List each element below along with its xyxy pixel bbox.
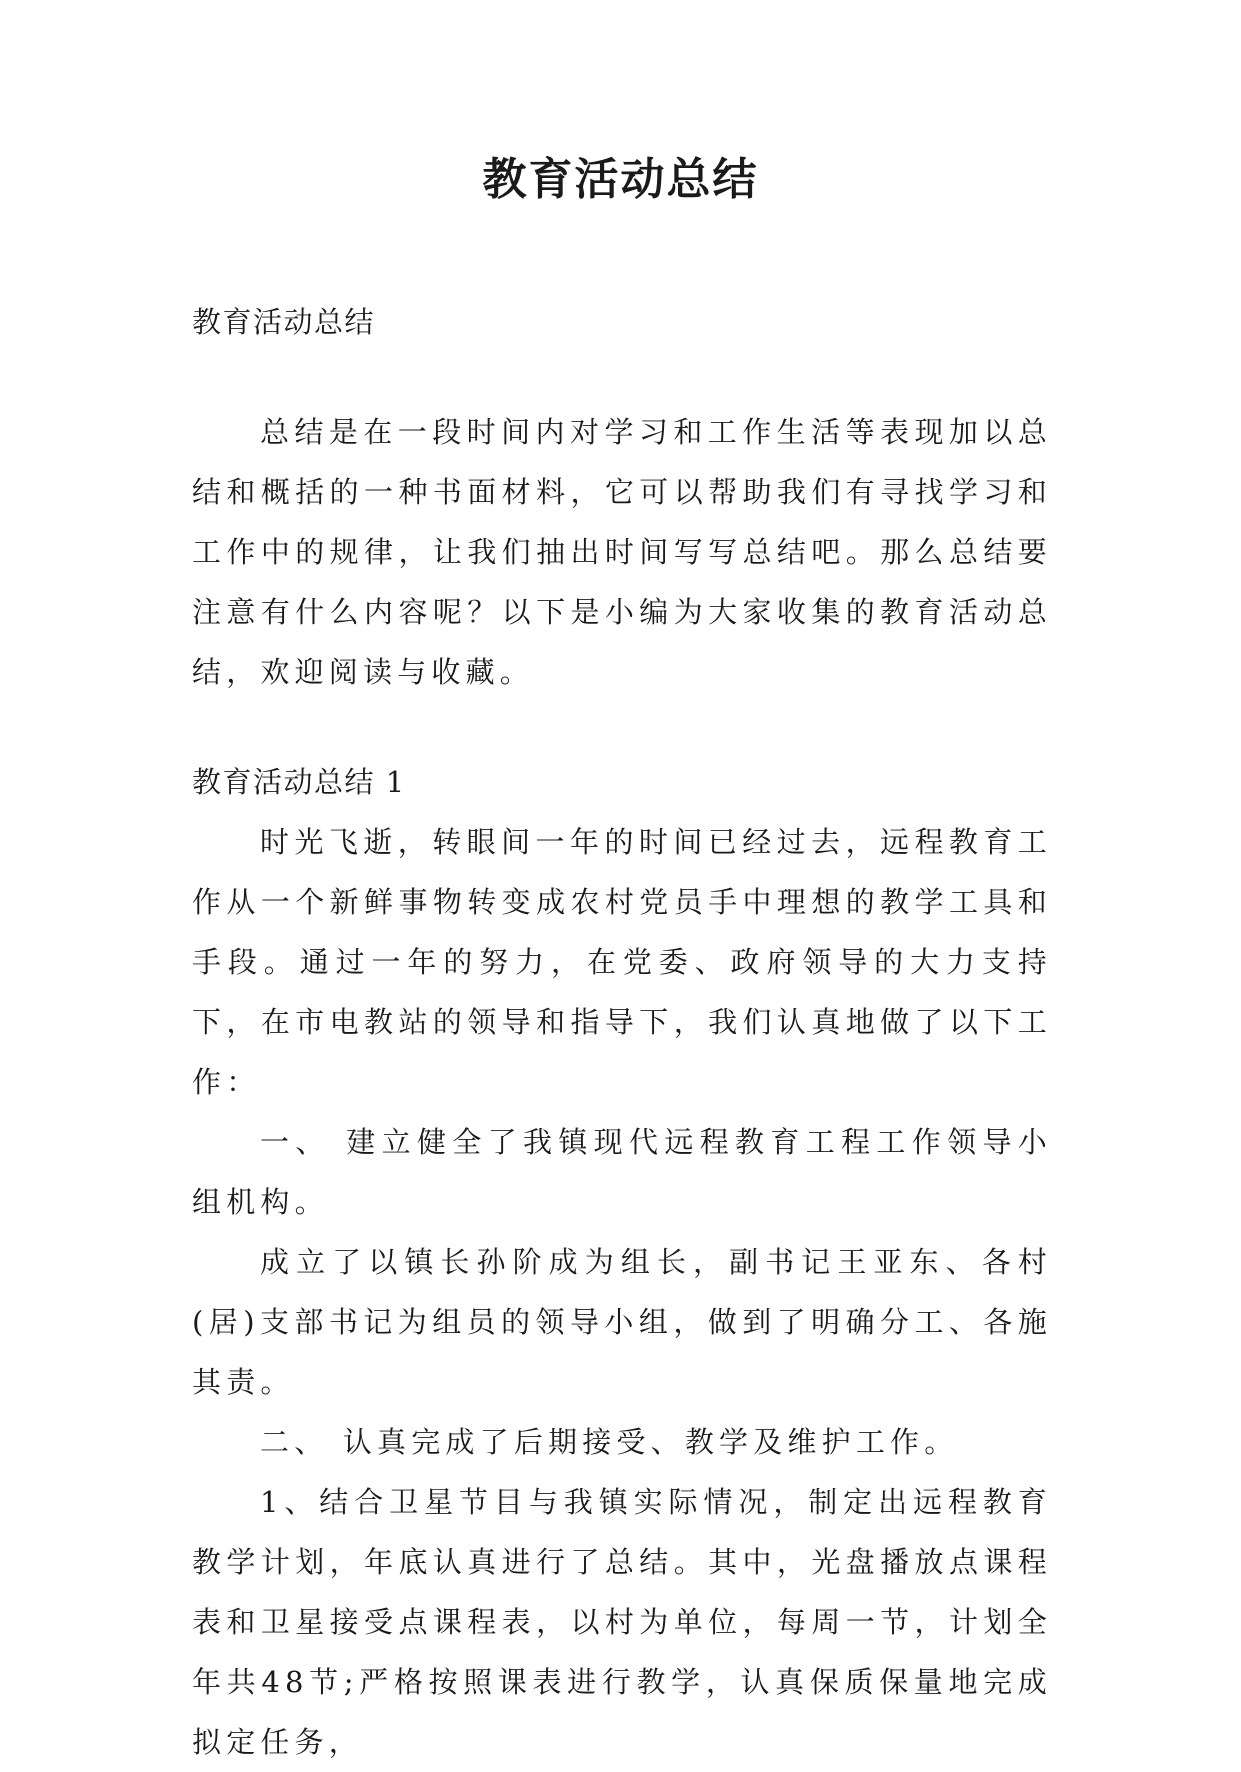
body-paragraph: 成立了以镇长孙阶成为组长，副书记王亚东、各村(居)支部书记为组员的领导小组，做到了明确分工、各施其责。 xyxy=(192,1245,1052,1399)
document-body xyxy=(192,292,1052,1772)
body-paragraph: 二、 认真完成了后期接受、教学及维护工作。 xyxy=(260,1425,959,1459)
body-paragraph: 1、结合卫星节目与我镇实际情况，制定出远程教育教学计划，年底认真进行了总结。其中，光盘播放点课程表和卫星接受点课程表，以村为单位，每周一节，计划全年共48节;严格按照课表进行教学，认真保质保量地完成拟定任务， xyxy=(192,1485,1052,1759)
body-paragraph: 一、 建立健全了我镇现代远程教育工程工作领导小组机构。 xyxy=(192,1125,1052,1219)
document-title: 教育活动总结 xyxy=(482,154,759,205)
intro-paragraph: 总结是在一段时间内对学习和工作生活等表现加以总结和概括的一种书面材料，它可以帮助我们有寻找学习和工作中的规律，让我们抽出时间写写总结吧。那么总结要注意有什么内容呢？以下是小编为大家收集的教育活动总结，欢迎阅读与收藏。 xyxy=(192,415,1052,689)
spacer xyxy=(192,702,1052,752)
section-heading: 教育活动总结 1 xyxy=(192,765,406,799)
document-subtitle: 教育活动总结 xyxy=(192,305,376,339)
spacer xyxy=(192,352,1052,402)
body-paragraph: 时光飞逝，转眼间一年的时间已经过去，远程教育工作从一个新鲜事物转变成农村党员手中理想的教学工具和手段。通过一年的努力，在党委、政府领导的大力支持下，在市电教站的领导和指导下，我们认真地做了以下工作： xyxy=(192,825,1052,1099)
